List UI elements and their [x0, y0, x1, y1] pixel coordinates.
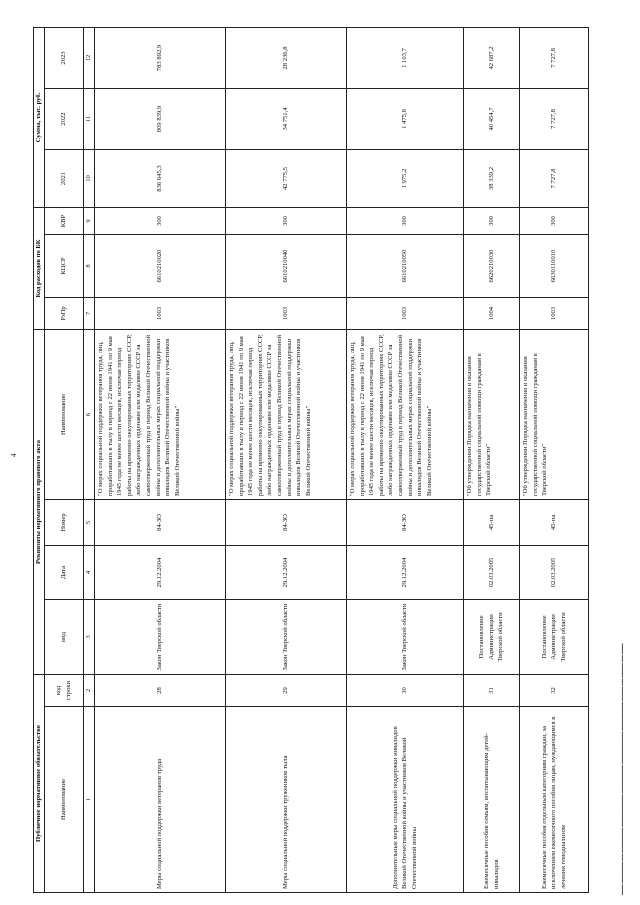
cell-date: 02.03.2005 — [464, 546, 520, 600]
column-header: КВР — [45, 208, 84, 235]
cell-rzpr: 1003 — [226, 298, 347, 330]
cell-name: Меры социальной поддержки ветеранов труда — [95, 707, 226, 893]
cell-kind: Постановление Администрации Тверской области — [464, 600, 520, 675]
table-row — [347, 27, 464, 892]
column-header: Наименование — [45, 330, 84, 500]
column-number: 8 — [84, 235, 95, 298]
cell-code: 28 — [95, 675, 226, 707]
page-number: 4 — [10, 453, 18, 457]
cell-y2022: 809 839,9 — [95, 89, 226, 150]
cell-kind: Постановление Администрации Тверской области — [520, 600, 589, 675]
cell-code: 31 — [464, 675, 520, 707]
cell-act: "Об утверждении Порядка назначения и оказания государственной социальной помощи гражданам в Тверской области" — [520, 330, 589, 500]
cell-y2021: 38 339,2 — [464, 150, 520, 208]
cell-y2021: 836 645,3 — [95, 150, 226, 208]
column-header: Наименование — [45, 707, 84, 893]
column-number: 7 — [84, 298, 95, 330]
cell-y2022: 40 454,7 — [464, 89, 520, 150]
column-number: 4 — [84, 546, 95, 600]
cell-kind: Закон Тверской области — [347, 600, 464, 675]
cell-kcsr: 6610210040 — [226, 235, 347, 298]
cell-act: "О мерах социальной поддержки ветеранов труда, лиц, проработавших в тылу в период с 22 июня 1941 по 9 мая 1945 года не менее шести месяцев, исключая период работы на временно оккупированных территориях СССР, либо награжденных орденами или медалями СССР за самоотверженный труд в период Великой Отечественной войны и дополнительных мерах социальной поддержки инвалидов Великой Отечественной войны и участников Великой Отечественной войны" — [95, 330, 226, 500]
column-number: 9 — [84, 208, 95, 235]
cell-y2023: 7 727,8 — [520, 27, 589, 88]
column-number: 12 — [84, 27, 95, 88]
table-row — [520, 27, 589, 892]
column-header-row — [45, 27, 84, 892]
column-number: 5 — [84, 500, 95, 546]
cell-kcsr: 6630110010 — [520, 235, 589, 298]
cell-act: "О мерах социальной поддержки ветеранов труда, лиц, проработавших в тылу в период с 22 июня 1941 по 9 мая 1945 года не менее шести месяцев, исключая период работы на временно оккупированных территориях СССР, либо награжденных орденами или медалями СССР за самоотверженный труд в период Великой Отечественной войны и дополнительных мерах социальной поддержки инвалидов Великой Отечественной войны и участников Великой Отечественной войны" — [347, 330, 464, 500]
column-header: 2022 — [45, 89, 84, 150]
cell-rzpr: 1004 — [464, 298, 520, 330]
column-number: 3 — [84, 600, 95, 675]
cell-kvr: 300 — [464, 208, 520, 235]
group-code: Код расходов по БК — [34, 208, 45, 330]
cell-number: 84-ЗО — [95, 500, 226, 546]
table-row — [226, 27, 347, 892]
footer-path-text: ▬▬▬ ▬▬▬▬▬▬ ▬▬ ▬▬▬▬▬▬▬ ▬▬▬▬▬▬▬▬▬ ▬▬▬▬▬▬▬▬ ▬▬▬▬▬▬▬▬▬ ▬▬▬▬▬▬▬▬ ▬▬▬▬ ▬▬ ▬▬▬▬ ▬▬ ▬▬▬ — [620, 643, 624, 895]
cell-kind: Закон Тверской области — [95, 600, 226, 675]
cell-act: "О мерах социальной поддержки ветеранов труда, лиц, проработавших в тылу в период с 22 июня 1941 по 9 мая 1945 года не менее шести месяцев, исключая период работы на временно оккупированных территориях СССР, либо награжденных орденами или медалями СССР за самоотверженный труд в период Великой Отечественной войны и дополнительных мерах социальной поддержки инвалидов Великой Отечественной войны и участников Великой Отечественной войны" — [226, 330, 347, 500]
column-header: 2021 — [45, 150, 84, 208]
cell-kvr: 300 — [347, 208, 464, 235]
cell-y2022: 34 751,4 — [226, 89, 347, 150]
cell-y2023: 28 236,8 — [226, 27, 347, 88]
cell-name: Дополнительные меры социальной поддержки инвалидов Великой Отечественной войны и участников Великой Отечественной войны — [347, 707, 464, 893]
table-row — [464, 27, 520, 892]
column-header: КЦСР — [45, 235, 84, 298]
cell-kcsr: 6610210020 — [95, 235, 226, 298]
column-number: 1 — [84, 707, 95, 893]
cell-y2021: 7 727,8 — [520, 150, 589, 208]
cell-y2021: 42 775,5 — [226, 150, 347, 208]
cell-number: 45-па — [520, 500, 589, 546]
cell-kcsr: 6610210050 — [347, 235, 464, 298]
cell-y2022: 1 475,8 — [347, 89, 464, 150]
column-header: вид — [45, 600, 84, 675]
column-number: 2 — [84, 675, 95, 707]
cell-y2023: 1 103,7 — [347, 27, 464, 88]
cell-kind: Закон Тверской области — [226, 600, 347, 675]
cell-y2023: 42 687,2 — [464, 27, 520, 88]
cell-code: 29 — [226, 675, 347, 707]
cell-name: Ежемесячные пособия семьям, воспитывающим детей-инвалидов — [464, 707, 520, 893]
column-number: 6 — [84, 330, 95, 500]
column-header: Дата — [45, 546, 84, 600]
cell-rzpr: 1003 — [520, 298, 589, 330]
column-header: 2023 — [45, 27, 84, 88]
cell-rzpr: 1003 — [95, 298, 226, 330]
cell-name: Меры социальной поддержки тружеников тыла — [226, 707, 347, 893]
cell-date: 02.03.2005 — [520, 546, 589, 600]
cell-y2021: 1 975,2 — [347, 150, 464, 208]
column-number: 10 — [84, 150, 95, 208]
cell-code: 32 — [520, 675, 589, 707]
cell-date: 29.12.2004 — [347, 546, 464, 600]
cell-code: 30 — [347, 675, 464, 707]
cell-number: 45-па — [464, 500, 520, 546]
cell-y2022: 7 727,8 — [520, 89, 589, 150]
cell-kcsr: 6620210030 — [464, 235, 520, 298]
column-header: РзПр — [45, 298, 84, 330]
group-sum: Сумма, тыс. руб. — [34, 27, 45, 207]
group-act: Реквизиты нормативного правового акта — [34, 330, 45, 675]
cell-kvr: 300 — [226, 208, 347, 235]
cell-kvr: 300 — [520, 208, 589, 235]
column-number: 11 — [84, 89, 95, 150]
group-obligation: Публичное нормативное обязательство — [34, 675, 45, 893]
cell-y2023: 783 892,9 — [95, 27, 226, 88]
obligations-table — [33, 27, 589, 893]
cell-kvr: 300 — [95, 208, 226, 235]
cell-date: 29.12.2004 — [95, 546, 226, 600]
column-header: код строки — [45, 675, 84, 707]
cell-number: 84-ЗО — [347, 500, 464, 546]
cell-number: 84-ЗО — [226, 500, 347, 546]
cell-name: Ежемесячные пособия отдельным категориям граждан, за исключением ежемесячного пособия лицам, нуждающимся в лечении гемодиализом — [520, 707, 589, 893]
column-header: Номер — [45, 500, 84, 546]
cell-rzpr: 1003 — [347, 298, 464, 330]
cell-date: 29.12.2004 — [226, 546, 347, 600]
column-number-row — [84, 27, 95, 892]
group-header-row — [34, 27, 45, 892]
cell-act: "Об утверждении Порядка назначения и оказания государственной социальной помощи гражданам в Тверской области" — [464, 330, 520, 500]
table-row — [95, 27, 226, 892]
